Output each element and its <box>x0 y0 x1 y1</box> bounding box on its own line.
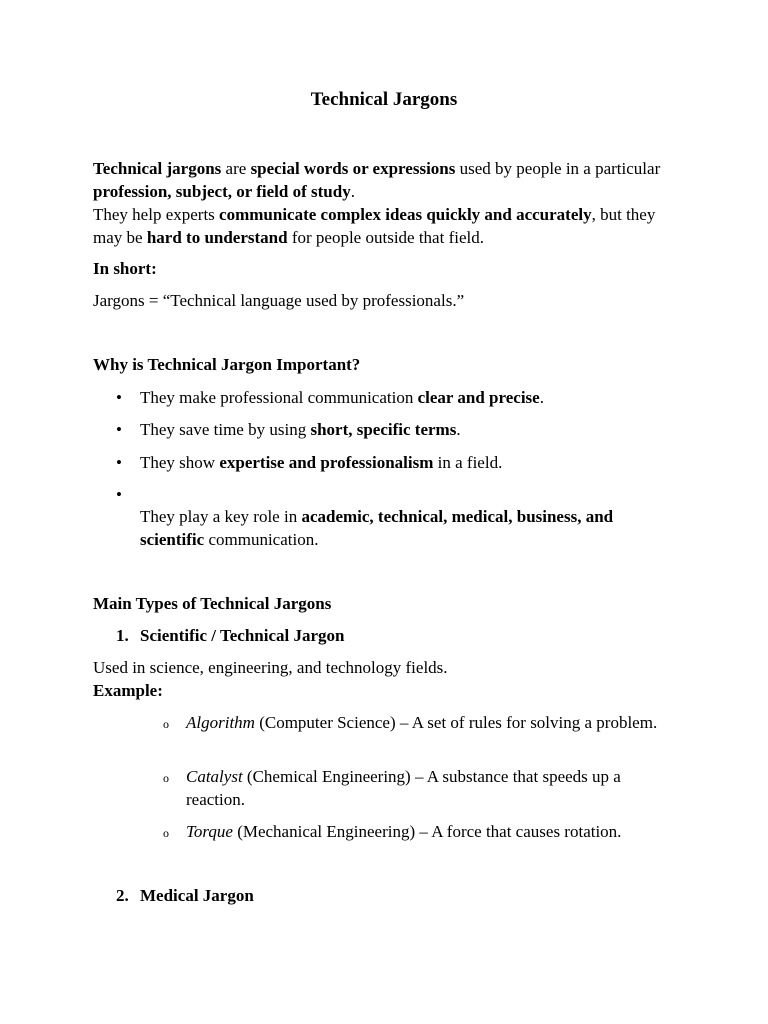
item-3-bold: expertise and professionalism <box>219 453 434 472</box>
intro-text-5: , but they may be <box>93 205 656 247</box>
example-label: Example: <box>93 681 163 700</box>
bullet-marker-2: • <box>116 420 122 439</box>
intro-text-3: . <box>350 182 355 201</box>
intro-paragraph <box>93 157 683 249</box>
sub-bullet-marker-1: o <box>163 717 169 731</box>
importance-item-2 <box>140 418 680 441</box>
intro-bold-4: hard to understand <box>146 228 288 247</box>
example-desc-3: (Mechanical Engineering) – A force that causes rotation. <box>232 822 622 841</box>
example-item-2 <box>186 765 666 811</box>
intro-bold-1: special words or expressions <box>250 159 456 178</box>
item-1-end: . <box>539 388 544 407</box>
item-2-bold: short, specific terms <box>310 420 457 439</box>
type-1-number: 1. <box>116 626 129 645</box>
bullet-marker-4: • <box>116 485 122 504</box>
item-4-text: They play a key role in <box>140 507 302 526</box>
in-short-text: Jargons = “Technical language used by professionals.” <box>93 291 465 310</box>
importance-heading: Why is Technical Jargon Important? <box>93 355 361 374</box>
in-short-heading: In short: <box>93 259 157 278</box>
document-title: Technical Jargons <box>310 89 458 110</box>
type-1-description: Used in science, engineering, and technology fields. <box>93 658 448 677</box>
bullet-marker-1: • <box>116 388 122 407</box>
bullet-marker-3: • <box>116 453 122 472</box>
example-term-3: Torque <box>186 822 233 841</box>
example-item-1 <box>186 711 666 734</box>
sub-bullet-marker-2: o <box>163 771 169 785</box>
example-desc-2: (Chemical Engineering) – A substance that speeds up a reaction. <box>186 767 621 809</box>
intro-text-6: for people outside that field. <box>287 228 484 247</box>
item-1-bold: clear and precise <box>417 388 540 407</box>
intro-term: Technical jargons <box>93 159 222 178</box>
item-1-text: They make professional communication <box>140 388 418 407</box>
intro-bold-2: profession, subject, or field of study <box>93 182 351 201</box>
example-item-3 <box>186 820 666 843</box>
intro-text-4: They help experts <box>93 205 220 224</box>
importance-item-3 <box>140 451 680 474</box>
example-term-1: Algorithm <box>186 713 255 732</box>
importance-item-1 <box>140 386 680 409</box>
item-3-end: in a field. <box>433 453 503 472</box>
intro-bold-3: communicate complex ideas quickly and accurately <box>219 205 592 224</box>
type-1-label: Scientific / Technical Jargon <box>140 626 345 645</box>
sub-bullet-marker-3: o <box>163 826 169 840</box>
item-4-end: communication. <box>204 530 319 549</box>
types-heading: Main Types of Technical Jargons <box>93 594 332 613</box>
intro-text-2: used by people in a particular <box>455 159 661 178</box>
item-2-text: They save time by using <box>140 420 311 439</box>
item-2-end: . <box>456 420 461 439</box>
example-desc-1: (Computer Science) – A set of rules for solving a problem. <box>254 713 658 732</box>
type-2-label: Medical Jargon <box>140 886 254 905</box>
item-4-bold: academic, technical, medical, business, and scientific <box>140 507 614 549</box>
example-term-2: Catalyst <box>186 767 243 786</box>
type-2-number: 2. <box>116 886 129 905</box>
item-3-text: They show <box>140 453 220 472</box>
importance-item-4 <box>140 505 680 551</box>
intro-text-1: are <box>221 159 251 178</box>
